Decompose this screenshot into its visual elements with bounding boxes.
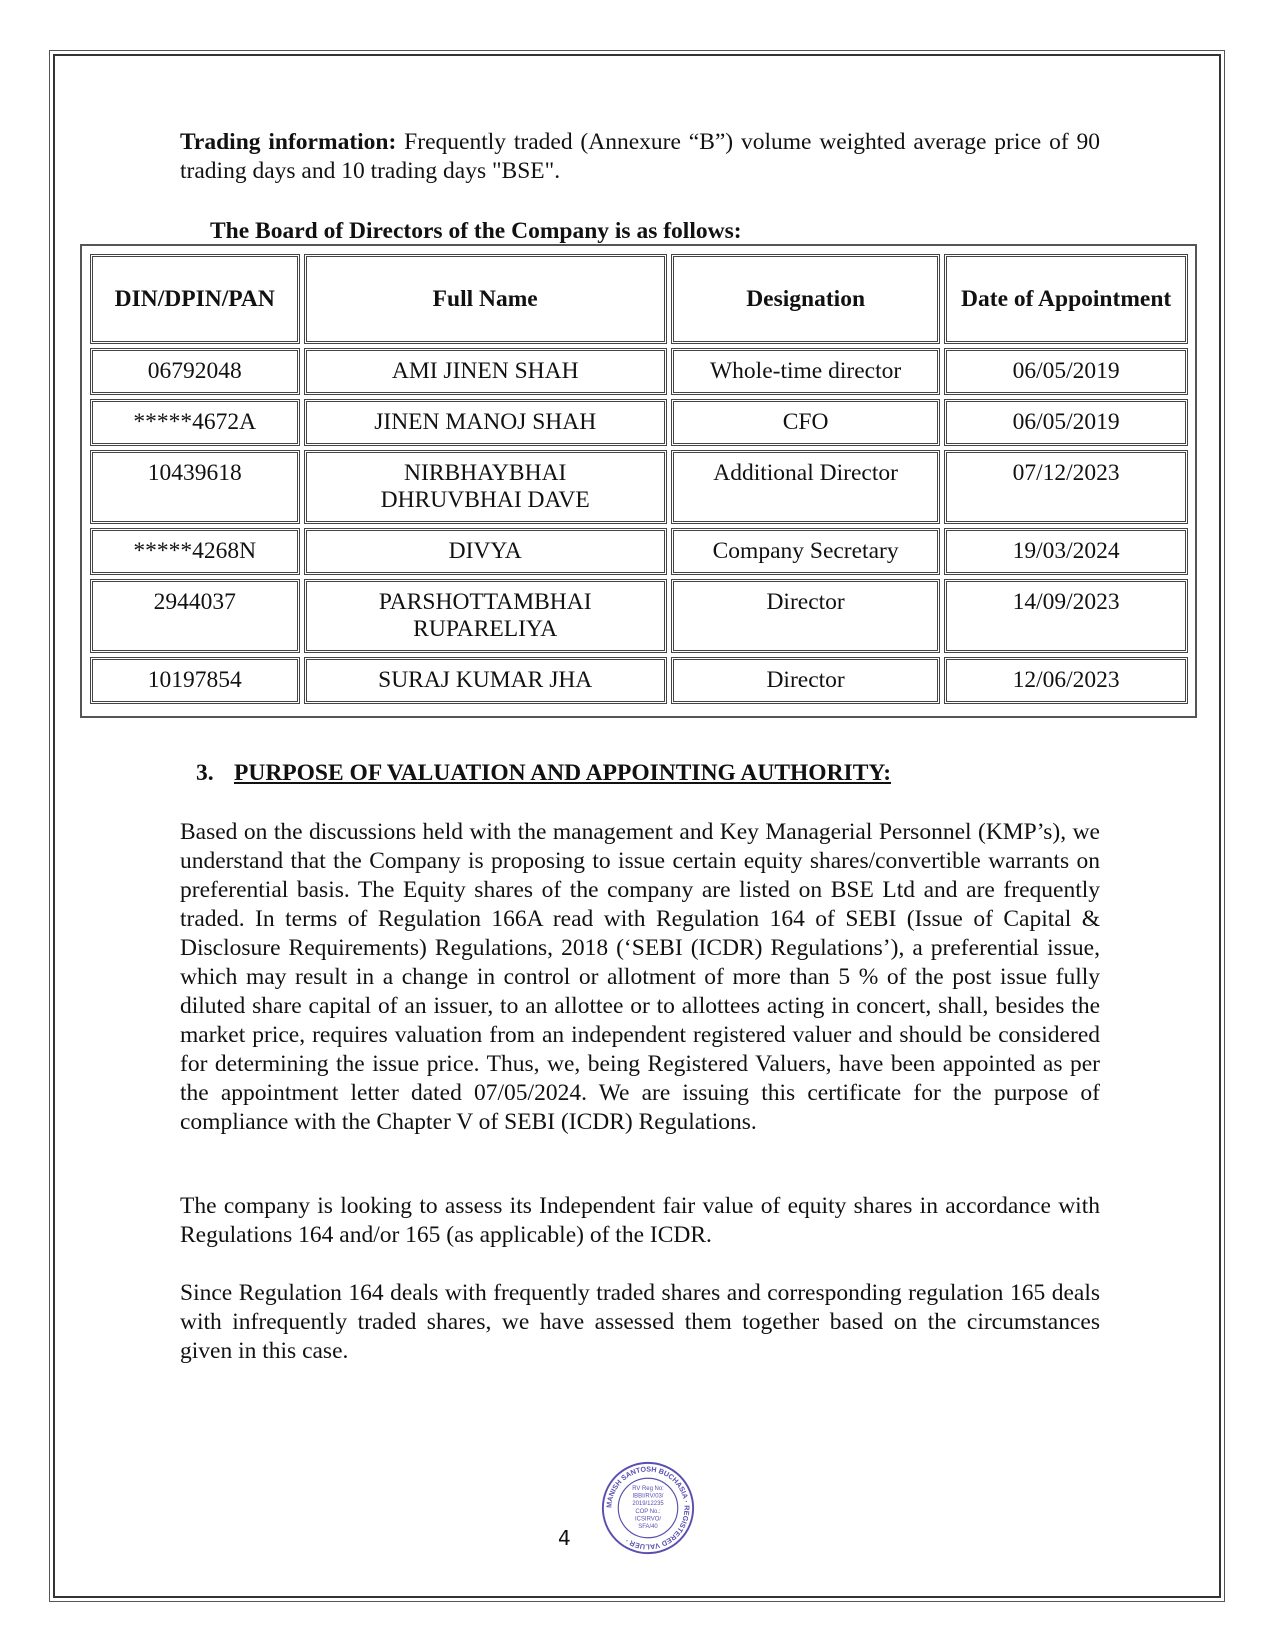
cell-name: NIRBHAYBHAI DHRUVBHAI DAVE bbox=[304, 450, 667, 524]
header-date: Date of Appointment bbox=[944, 254, 1188, 344]
section-title: PURPOSE OF VALUATION AND APPOINTING AUTHORITY: bbox=[234, 760, 892, 786]
board-table bbox=[86, 250, 1192, 708]
table-row bbox=[90, 528, 1188, 575]
cell-designation: Whole-time director bbox=[671, 348, 940, 395]
trading-text: Frequently traded (Annexure “B”) volume weighted average price of 90 trading days and 10 trading days "BSE". bbox=[180, 129, 1100, 184]
table-row bbox=[90, 657, 1188, 704]
cell-date: 19/03/2024 bbox=[944, 528, 1188, 575]
cell-date: 06/05/2019 bbox=[944, 399, 1188, 446]
svg-text:SFA/40: SFA/40 bbox=[638, 1524, 658, 1531]
cell-din: *****4672A bbox=[90, 399, 300, 446]
svg-text:IBBI/RV/03/: IBBI/RV/03/ bbox=[632, 1493, 664, 1500]
table-row bbox=[90, 579, 1188, 653]
table-row bbox=[90, 348, 1188, 395]
table-header-row bbox=[90, 254, 1188, 344]
purpose-paragraph-1: Based on the discussions held with the management and Key Managerial Personnel (KMP’s), we understand that the Company is proposing to issue certain equity shares/convertible warrants on preferential basis. The Equity shares of the company are listed on BSE Ltd and are frequently traded. In terms of Regulation 166A read with Regulation 164 of SEBI (Issue of Capital & Disclosure Requirements) Regulations, 2018 (‘SEBI (ICDR) Regulations’), a preferential issue, which may result in a change in control or allotment of more than 5 % of the post issue fully diluted share capital of an issuer, to an allottee or to allottees acting in concert, shall, besides the market price, requires valuation from an independent registered valuer and should be considered for determining the issue price. Thus, we, being Registered Valuers, have been appointed as per the appointment letter dated 07/05/2024. We are issuing this certificate for the purpose of compliance with the Chapter V of SEBI (ICDR) Regulations. bbox=[180, 819, 1100, 1135]
cell-date: 07/12/2023 bbox=[944, 450, 1188, 524]
cell-din: 10197854 bbox=[90, 657, 300, 704]
cell-designation: CFO bbox=[671, 399, 940, 446]
purpose-paragraph-2: The company is looking to assess its Independent fair value of equity shares in accordance with Regulations 164 and/or 165 (as applicable) of the ICDR. bbox=[180, 1193, 1100, 1248]
cell-date: 06/05/2019 bbox=[944, 348, 1188, 395]
purpose-paragraph-3: Since Regulation 164 deals with frequently traded shares and corresponding regulation 165 deals with infrequently traded shares, we have assessed them together based on the circumstances given in this case. bbox=[180, 1280, 1100, 1364]
table-row bbox=[90, 450, 1188, 524]
cell-name: SURAJ KUMAR JHA bbox=[304, 657, 667, 704]
header-designation: Designation bbox=[671, 254, 940, 344]
table-row bbox=[90, 399, 1188, 446]
cell-designation: Company Secretary bbox=[671, 528, 940, 575]
svg-text:MANISH SANTOSH BUCHASIA · REGI: MANISH SANTOSH BUCHASIA · REGISTERED VALUER · bbox=[604, 1464, 692, 1552]
page-number: 4 bbox=[558, 1526, 571, 1550]
cell-designation: Director bbox=[671, 579, 940, 653]
cell-name: AMI JINEN SHAH bbox=[304, 348, 667, 395]
svg-text:2019/12235: 2019/12235 bbox=[632, 1501, 664, 1508]
cell-din: 10439618 bbox=[90, 450, 300, 524]
board-title: The Board of Directors of the Company is as follows: bbox=[210, 218, 742, 244]
header-din: DIN/DPIN/PAN bbox=[90, 254, 300, 344]
cell-din: *****4268N bbox=[90, 528, 300, 575]
trading-label: Trading information: bbox=[180, 129, 397, 155]
cell-name: PARSHOTTAMBHAI RUPARELIYA bbox=[304, 579, 667, 653]
cell-din: 2944037 bbox=[90, 579, 300, 653]
section-3-heading bbox=[196, 760, 891, 787]
cell-name: JINEN MANOJ SHAH bbox=[304, 399, 667, 446]
cell-din: 06792048 bbox=[90, 348, 300, 395]
svg-text:ICSIRVO/: ICSIRVO/ bbox=[635, 1516, 661, 1523]
board-table-frame bbox=[80, 244, 1197, 718]
cell-date: 12/06/2023 bbox=[944, 657, 1188, 704]
cell-name: DIVYA bbox=[304, 528, 667, 575]
header-full-name: Full Name bbox=[304, 254, 667, 344]
trading-information bbox=[180, 128, 1100, 186]
svg-text:RV Reg No:: RV Reg No: bbox=[632, 1485, 664, 1492]
cell-designation: Director bbox=[671, 657, 940, 704]
registered-valuer-seal-icon bbox=[600, 1460, 696, 1556]
svg-text:COP No.:: COP No.: bbox=[635, 1508, 661, 1515]
section-number: 3. bbox=[196, 760, 214, 786]
cell-designation: Additional Director bbox=[671, 450, 940, 524]
cell-date: 14/09/2023 bbox=[944, 579, 1188, 653]
